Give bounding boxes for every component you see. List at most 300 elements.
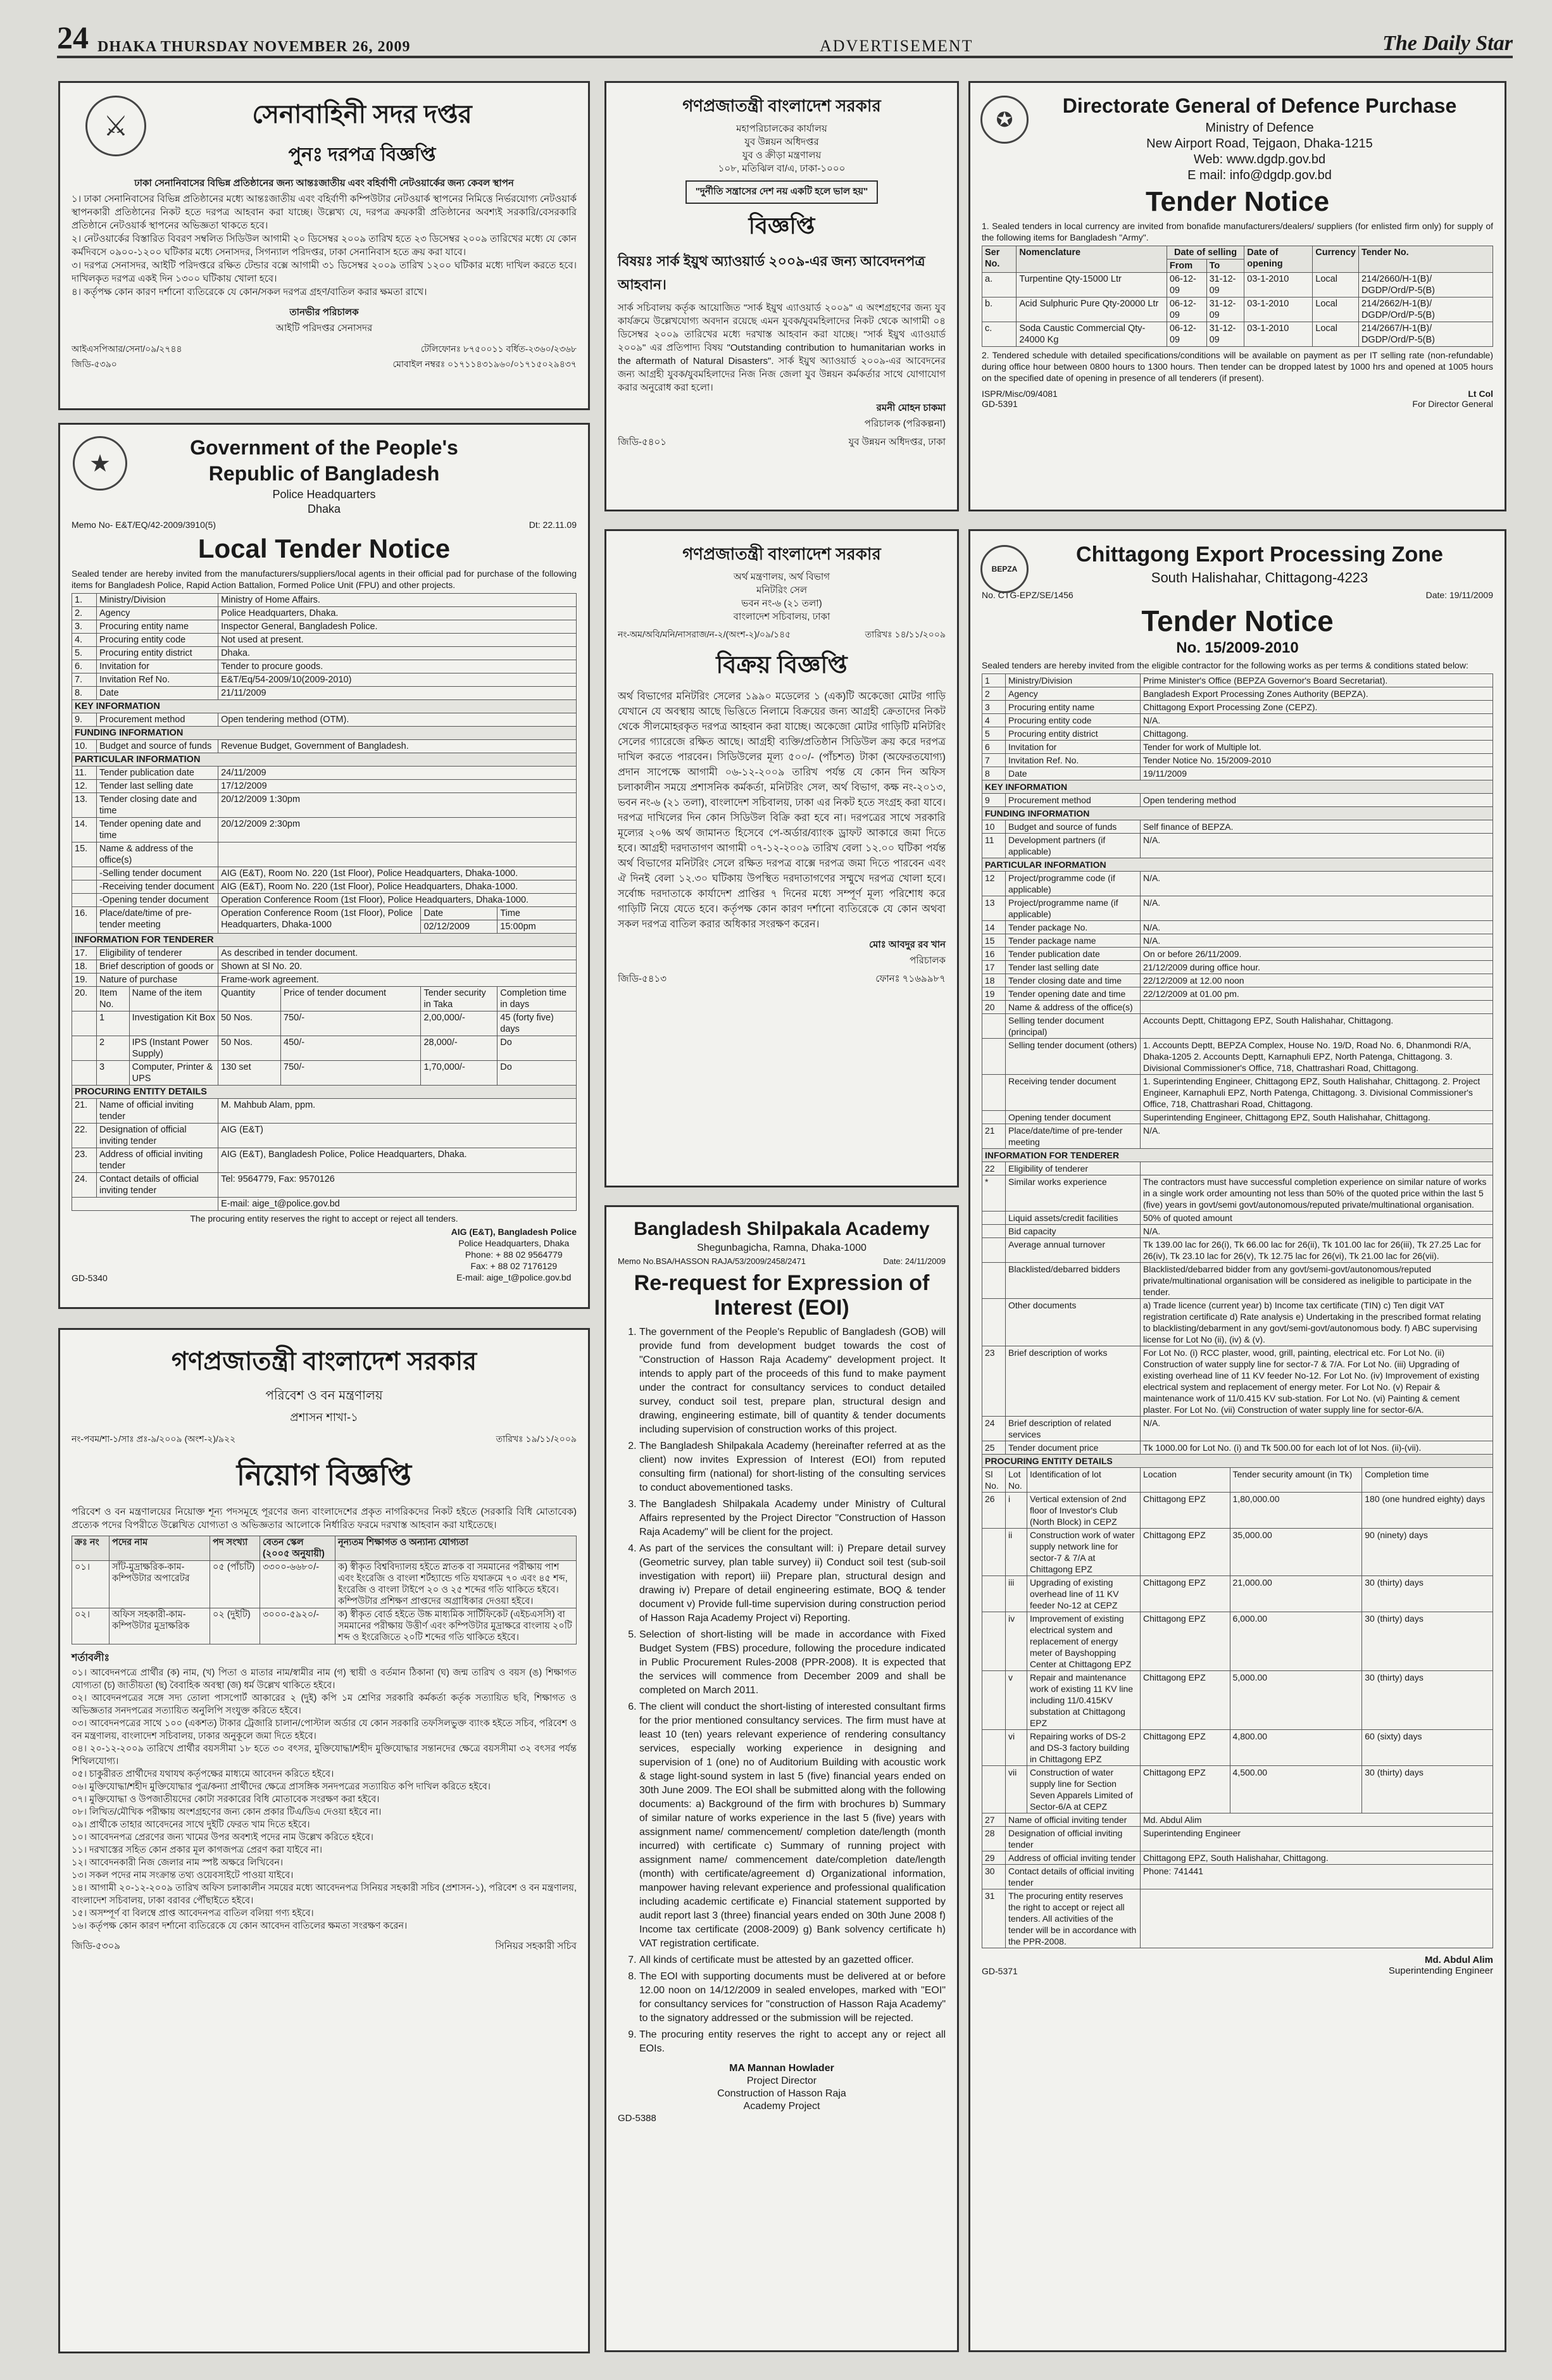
army-memo: আইএসপিআর/সেনা/০৯/২৭৪৪ (72, 344, 182, 354)
forest-term: ০১। আবেদনপত্রে প্রার্থীর (ক) নাম, (খ) পিতা ও মাতার নাম/স্বামীর নাম (গ) স্থায়ী ও বর্তমান ঠিকানা (ঘ) জন্ম তারিখ ও বয়স (ঙ) শিক্ষাগত যোগ্যতা (চ) জাতীয়তা (ছ) বৈবাহিক অবস্থা (জ) ধর্ম উল্লেখ থাকিতে হইবে। (72, 1668, 577, 1691)
police-cell: 14. (72, 818, 97, 842)
police-item-row-cell: 1,70,000/- (421, 1061, 498, 1086)
police-cell: Invitation Ref No. (97, 673, 218, 687)
police-items-head (72, 987, 577, 1012)
bepza-cell: Development partners (if applicable) (1006, 834, 1141, 858)
army-line: ১। ঢাকা সেনানিবাসের বিভিন্ন প্রতিষ্ঠানের মধ্যে আন্তঃজাতীয় এবং বহির্বাণী কম্পিউটার নেটওয়ার্ক স্থাপনের নিমিত্তে নির্ভরযোগ্য নেটওয়ার্ক স্থাপনকারী প্রতিষ্ঠানের নিকট হতে দরপত্র আহবান করা যাচ্ছে। উল্লেখ্য যে, দরপত্র ক্রয়কারী প্রতিষ্ঠানের অবশ্যই সরকারি/বেসরকারি প্রতিষ্ঠানে নেটওয়ার্ক স্থাপনের অভিজ্ঞতা থাকতে হবে। (72, 194, 577, 231)
police-item-row-cell: 28,000/- (421, 1036, 498, 1061)
bepza-lot-row (982, 1671, 1493, 1730)
bepza-cell: 6 (982, 741, 1006, 754)
bepza-lot-row-cell (982, 1766, 1006, 1813)
shilpakala-eoi-list (618, 1325, 946, 2056)
bepza-cell (1140, 1162, 1493, 1175)
forest-post-row-cell: ০১। (72, 1561, 110, 1608)
police-memo: Memo No- E&T/EQ/42-2009/3910(5) (72, 520, 216, 530)
bepza-cell: Agency (1006, 687, 1141, 701)
police-cell: Ministry/Division (97, 594, 218, 607)
bepza-cell: 19/11/2009 (1140, 767, 1493, 780)
police-cell: AIG (E&T) (218, 1124, 577, 1148)
finance-gov: গণপ্রজাতন্ত্রী বাংলাদেশ সরকার (682, 544, 881, 563)
bepza-cell: N/A. (1140, 1124, 1493, 1149)
bepza-cell: 3 (982, 701, 1006, 714)
bepza-cell: Brief description of works (1006, 1346, 1141, 1417)
shilpakala-signer-proj: Construction of Hasson Raja (717, 2088, 846, 2099)
police-section (72, 1086, 577, 1099)
shilpakala-gd: GD-5388 (618, 2113, 656, 2124)
finance-phone: ফোনঃ ৭১৬৯৯৮৭ (875, 974, 946, 984)
police-cell: E-mail: aige_t@police.gov.bd (218, 1198, 577, 1211)
bepza-cell: Self finance of BEPZA. (1140, 820, 1493, 834)
police-cell: Tender opening date and time (97, 818, 218, 842)
bepza-cell: Tk 1000.00 for Lot No. (i) and Tk 500.00 for each lot of lot Nos. (ii)-(vii). (1140, 1441, 1493, 1455)
bepza-lot-row-cell: Chittagong EPZ (1140, 1612, 1230, 1671)
bepza-cell: * (982, 1175, 1006, 1212)
bepza-cell: Address of official inviting tender (1006, 1851, 1141, 1865)
bepza-cell: For Lot No. (i) RCC plaster, wood, grill, painting, electrical etc. For Lot No. (ii) Construction of water supply line for sector-7 & 7/A. For Lot No. (iii) Upgrading of existing overhead line of 11 KV feeder No-12. For Lot No. (iv) Improvement of existing electrical system and replacement of energy meter. For Lot No. (v) Repair & maintenance work of 11/0.415 KV sub-station. For Lot No. (vi) Painting & cement plaster. For Lot No. (vii) Construction of water supply line for sector-6/A. (1140, 1346, 1493, 1417)
police-cell: Tender publication date (97, 767, 218, 780)
finance-gd: জিডি-৫৪১৩ (618, 974, 666, 984)
dgdp-item-row-cell: Soda Caustic Commercial Qty-24000 Kg (1017, 322, 1167, 347)
police-item-row-cell: 2,00,000/- (421, 1012, 498, 1036)
police-cell: 23. (72, 1148, 97, 1173)
bepza-cell: 23 (982, 1346, 1006, 1417)
bepza-cell: Brief description of related services (1006, 1417, 1141, 1441)
army-line: ২। নেটওয়ার্কের বিস্তারিত বিবরণ সম্বলিত সিডিউল আগামী ২০ ডিসেম্বর ২০০৯ তারিখ হতে ২৩ ডিসেম্বর ২০০৯ তারিখের মধ্যে যে কোন কর্মদিবসে ০৯০০-১২০০ ঘটিকার মধ্যে সেনাসদর, সিগন্যাল পরিদপ্তর, ঢাকা সেনানিবাস হতে ক্রয় করা যাবে। (72, 234, 577, 258)
police-row (72, 842, 577, 867)
forest-term: ০৬। মুক্তিযোদ্ধা/শহীদ মুক্তিযোদ্ধার পুত্র/কন্যা প্রার্থীদের ক্ষেত্রে প্রাসঙ্গিক সনদপত্রের সত্যায়িত কপি দাখিল করিতে হইবে। (72, 1782, 491, 1792)
shilpakala-addr: Shegunbagicha, Ramna, Dhaka-1000 (697, 1243, 867, 1253)
police-cell: Procuring entity district (97, 647, 218, 660)
army-phone: টেলিফোনঃ ৮৭৫০০১১ বর্ধিত-২৩৬০/২৩৬৮ (420, 344, 577, 354)
dgdp-name: Directorate General of Defence Purchase (1062, 94, 1457, 117)
police-republic: Republic of Bangladesh (208, 462, 440, 485)
police-row (72, 687, 577, 700)
dgdp-item-row-cell: Acid Sulphuric Pure Qty-20000 Ltr (1017, 298, 1167, 322)
police-cell: Date (421, 907, 498, 920)
police-item-row (72, 1061, 577, 1086)
dgdp-head-to: To (1206, 260, 1244, 273)
bepza-sig2: Superintending Engineer (1388, 1965, 1493, 1976)
police-row (72, 947, 577, 960)
police-cell: Tel: 9564779, Fax: 9570126 (218, 1173, 577, 1198)
bepza-lot-row-cell: Repairing works of DS-2 and DS-3 factory building in Chittagong EPZ (1027, 1730, 1140, 1766)
dgdp-head-nom: Nomenclature (1017, 246, 1167, 273)
bepza-row (982, 1238, 1493, 1263)
bepza-lot-row-cell: vii (1006, 1766, 1027, 1813)
police-cell: Shown at Sl No. 20. (218, 960, 577, 974)
police-cell: Place/date/time of pre-tender meeting (97, 907, 218, 934)
bepza-row (982, 1346, 1493, 1417)
youth-slogan: "দুর্নীতি সন্ত্রাসের দেশ নয় একটি হলে ভাল হয়" (685, 180, 878, 204)
bepza-cell: Tender closing date and time (1006, 974, 1141, 987)
bepza-section (982, 1149, 1493, 1162)
dgdp-addr: New Airport Road, Tejgaon, Dhaka-1215 (1146, 137, 1373, 151)
bepza-lot-row (982, 1529, 1493, 1576)
police-item-row-cell: 50 Nos. (218, 1012, 281, 1036)
police-item-row-cell: 3 (97, 1061, 130, 1086)
police-section (72, 753, 577, 767)
police-row (72, 960, 577, 974)
police-cell: Name of official inviting tender (97, 1099, 218, 1124)
police-row (72, 1198, 577, 1211)
bepza-lot-row-cell: Improvement of existing electrical system and replacement of energy meter of Bayshopping Center at Chittagong EPZ (1027, 1612, 1140, 1671)
bepza-lot-row-cell: ii (1006, 1529, 1027, 1576)
forest-head-cell: পদ সংখ্যা (210, 1536, 260, 1561)
eoi-item: 9. The procuring entity reserves the right to accept any or reject all EOIs. (639, 2028, 946, 2056)
bepza-section-cell: INFORMATION FOR TENDERER (982, 1149, 1493, 1162)
police-section-cell: PROCURING ENTITY DETAILS (72, 1086, 577, 1099)
bepza-cell: 20 (982, 1001, 1006, 1014)
police-cell: Tender closing date and time (97, 793, 218, 818)
police-cell: Dhaka. (218, 647, 577, 660)
forest-post-row-cell: ৩০০০-৫৯২০/- (260, 1608, 335, 1644)
bepza-cell: The contractors must have successful completion experience on similar nature of works in a single work order amounting not less than 50% of the quoted price within the last 5 (five) years in govt/semi govt/autonomous/reputed private/multinational organisation. (1140, 1175, 1493, 1212)
police-cell: Frame-work agreement. (218, 974, 577, 987)
forest-gd: জিডি-৫৩০৯ (72, 1941, 121, 1951)
forest-term: ০৮। লিখিত/মৌখিক পরীক্ষায় অংশগ্রহণের জন্য কোন প্রকার টিএ/ডিএ দেওয়া হইবে না। (72, 1807, 382, 1817)
bepza-no: No. CTG-EPZ/SE/1456 (982, 590, 1073, 600)
police-item-row-cell: 2 (97, 1036, 130, 1061)
bepza-addr: South Halishahar, Chittagong-4223 (1151, 570, 1368, 586)
dgdp-item-row-cell: 06-12-09 (1167, 298, 1206, 322)
dgdp-item-row-cell: 03-1-2010 (1244, 298, 1313, 322)
police-date: Dt: 22.11.09 (529, 520, 577, 530)
bepza-date: Date: 19/11/2009 (1425, 590, 1493, 600)
police-cell: 9. (72, 713, 97, 727)
bepza-section (982, 858, 1493, 872)
finance-sale-ad (604, 529, 959, 1187)
masthead (57, 19, 1513, 58)
police-cell: 24. (72, 1173, 97, 1198)
bepza-lot-row-cell: 30 (thirty) days (1362, 1576, 1493, 1612)
police-emblem-icon: ★ (73, 436, 127, 491)
police-cell: 11. (72, 767, 97, 780)
bepza-cell: 25 (982, 1441, 1006, 1455)
army-title: পুনঃ দরপত্র বিজ্ঞপ্তি (288, 144, 436, 165)
police-row (72, 673, 577, 687)
youth-award-ad (604, 81, 959, 511)
dgdp-item-row-cell: 31-12-09 (1206, 273, 1244, 298)
bepza-cell: 22 (982, 1162, 1006, 1175)
dgdp-head-open: Date of opening (1244, 246, 1313, 273)
bepza-cell: Chittagong Export Processing Zone (CEPZ). (1140, 701, 1493, 714)
police-items-head-cell: Quantity (218, 987, 281, 1012)
bepza-lot-row-cell: 5,000.00 (1230, 1671, 1362, 1730)
bepza-row (982, 820, 1493, 834)
army-retender-ad (58, 81, 590, 410)
bepza-cell: Opening tender document (1006, 1111, 1141, 1124)
shilpakala-signer: MA Mannan Howlader (729, 2063, 834, 2074)
youth-addr: ১০৮, মতিঝিল বা/এ, ঢাকা-১০০০ (718, 163, 846, 174)
police-item-row-cell: Investigation Kit Box (129, 1012, 218, 1036)
police-cell: Inspector General, Bangladesh Police. (218, 620, 577, 634)
police-cell: 21/11/2009 (218, 687, 577, 700)
bepza-lot-row-cell: Chittagong EPZ (1140, 1766, 1230, 1813)
forest-term: ১৬। কর্তৃপক্ষ কোন কারণ দর্শানো ব্যতিরেকে যে কোন আবেদন বাতিলের ক্ষমতা সংরক্ষণ করেন। (72, 1921, 408, 1931)
bepza-row (982, 1014, 1493, 1039)
forest-term: ১৪। আগামী ২০-১২-২০০৯ তারিখ অফিস চলাকালীন সময়ের মধ্যে আবেদনপত্র সিনিয়র সহকারী সচিব (প্রশাসন-১), পরিবেশ ও বন মন্ত্রণালয়, বাংলাদেশ সচিবালয়, ঢাকা বরাবর পৌঁছাইতে হইবে। (72, 1883, 577, 1906)
bepza-cell: 22/12/2009 at 12.00 noon (1140, 974, 1493, 987)
police-sig5: E-mail: aige_t@police.gov.bd (456, 1272, 572, 1282)
police-row (72, 1099, 577, 1124)
bepza-cell: N/A. (1140, 714, 1493, 727)
police-cell: 21. (72, 1099, 97, 1124)
bepza-cell: 1 (982, 674, 1006, 687)
bepza-lot-row (982, 1576, 1493, 1612)
bepza-lot-row-cell (982, 1671, 1006, 1730)
forest-head-cell: বেতন স্কেল (২০০৫ অনুযায়ী) (260, 1536, 335, 1561)
bepza-lot-row-cell (982, 1730, 1006, 1766)
finance-title: বিক্রয় বিজ্ঞপ্তি (716, 652, 848, 679)
bepza-row (982, 1001, 1493, 1014)
bepza-lot-row-cell (982, 1612, 1006, 1671)
bepza-lot-row-cell: 4,500.00 (1230, 1766, 1362, 1813)
police-row (72, 767, 577, 780)
forest-post-row-cell: ০২। (72, 1608, 110, 1644)
bepza-cell: Open tendering method (1140, 794, 1493, 807)
dgdp-title: Tender Notice (1145, 186, 1330, 217)
dgdp-head-tno: Tender No. (1358, 246, 1493, 273)
bepza-row (982, 1175, 1493, 1212)
forest-post-row-cell: সাঁট-মুদ্রাক্ষরিক-কাম-কম্পিউটার অপারেটর (110, 1561, 210, 1608)
police-cell: 22. (72, 1124, 97, 1148)
youth-signer: রমনী মোহন চাকমা (876, 403, 946, 413)
police-item-row-cell: 750/- (281, 1061, 421, 1086)
bepza-cell (982, 1238, 1006, 1263)
police-tender-ad (58, 423, 590, 1309)
bepza-lot-row-cell: Chittagong EPZ (1140, 1576, 1230, 1612)
army-mobile: মোবাইল নম্বরঃ ০১৭১১৪৩১৯৬০/০১৭১৫০২৯৪৩৭ (392, 359, 577, 369)
forest-term: ১১। দরখাস্তের সহিত কোন প্রকার মূল কাগজপত্র প্রেরণ করা যাইবে না। (72, 1845, 323, 1855)
police-cell: Name & address of the office(s) (97, 842, 218, 867)
bepza-row (982, 1162, 1493, 1175)
bepza-cell: Budget and source of funds (1006, 820, 1141, 834)
police-cell: 10. (72, 740, 97, 753)
bepza-row (982, 1039, 1493, 1075)
bepza-row (982, 1417, 1493, 1441)
dgdp-item-row-cell: 214/2662/H-1(B)/ DGDP/Ord/P-5(B) (1358, 298, 1493, 322)
youth-dept1: মহাপরিচালকের কার্যালয় (736, 123, 827, 134)
bepza-row (982, 767, 1493, 780)
police-cell: 18. (72, 960, 97, 974)
bepza-cell: 4 (982, 714, 1006, 727)
bepza-cell: Procuring entity code (1006, 714, 1141, 727)
police-section (72, 934, 577, 947)
bepza-cell: Tender for work of Multiple lot. (1140, 741, 1493, 754)
police-item-row-cell (72, 1036, 97, 1061)
bepza-cell (1140, 1889, 1493, 1948)
eoi-item: 8. The EOI with supporting documents must be delivered at or before 12.00 noon on 14/12/2009 in sealed envelopes, marked with "EOI" for consultancy services for "construction of Hasson Raja Academy" to the signatory addressed or the submission will be rejected. (639, 1970, 946, 2026)
bepza-row (982, 872, 1493, 896)
bepza-cell: 2 (982, 687, 1006, 701)
police-row (72, 974, 577, 987)
bepza-lot-head (982, 1468, 1493, 1493)
bepza-lot-head-cell: Location (1140, 1468, 1230, 1493)
bepza-cell: Superintending Engineer, Chittagong EPZ, South Halishahar, Chittagong. (1140, 1111, 1493, 1124)
bepza-cell: 27 (982, 1813, 1006, 1827)
army-emblem-icon: ⚔ (85, 96, 146, 156)
bepza-cell: N/A. (1140, 872, 1493, 896)
youth-title: বিজ্ঞপ্তি (748, 213, 815, 239)
forest-term: ০২। আবেদনপত্রের সঙ্গে সদ্য তোলা পাসপোর্ট আকারের ২ (দুই) কপি ১ম শ্রেণির সরকারি কর্মকর্তা কর্তৃক সত্যায়িত ছবি, শিক্ষাগত ও অভিজ্ঞতার সনদপত্রের সত্যায়িত অনুলিপি সংযুক্ত করিতে হইবে। (72, 1693, 577, 1716)
bepza-cell: 24 (982, 1417, 1006, 1441)
bepza-lot-row (982, 1612, 1493, 1671)
bepza-tno: No. 15/2009-2010 (1176, 639, 1299, 656)
bepza-cell: Average annual turnover (1006, 1238, 1141, 1263)
bepza-row (982, 1212, 1493, 1225)
dgdp-head-sell: Date of selling (1167, 246, 1244, 260)
dgdp-item-row-cell: Local (1313, 298, 1359, 322)
police-cell: Police Headquarters, Dhaka. (218, 607, 577, 620)
shilpakala-signer-title: Project Director (746, 2076, 817, 2086)
dgdp-web: Web: www.dgdp.gov.bd (1193, 153, 1326, 166)
bepza-section-cell: FUNDING INFORMATION (982, 807, 1493, 820)
police-cell: Procuring entity code (97, 634, 218, 647)
bepza-cell: 30 (982, 1865, 1006, 1889)
police-cell: 2. (72, 607, 97, 620)
bepza-lot-row-cell: i (1006, 1493, 1027, 1529)
bepza-cell: Tender package No. (1006, 921, 1141, 934)
police-gov: Government of the People's (190, 436, 458, 459)
bepza-cell: Other documents (1006, 1299, 1141, 1346)
police-cell: Address of official inviting tender (97, 1148, 218, 1173)
bepza-row (982, 934, 1493, 948)
eoi-item: 3. The Bangladesh Shilpakala Academy under Ministry of Cultural Affairs represented by the Project Director "Construction of Hasson Raja Academy" will be client for the project. (639, 1498, 946, 1539)
bepza-lot-row-cell: 30 (thirty) days (1362, 1671, 1493, 1730)
bepza-cell: 22/12/2009 at 01.00 pm. (1140, 987, 1493, 1001)
forest-post-row-cell: ক) স্বীকৃত বোর্ড হইতে উচ্চ মাধ্যমিক সার্টিফিকেট (এইচএসসি) বা সমমানের পরীক্ষায় উত্তীর্ণ এবং কম্পিউটার মুদ্রাক্ষরে বাংলায় ২০টি শব্দ ও ইংরেজিতে ২০টি শব্দের গতি থাকিতে হইবে। (335, 1608, 577, 1644)
finance-date: তারিখঃ ১৪/১১/২০০৯ (865, 629, 946, 639)
police-item-row-cell: 50 Nos. (218, 1036, 281, 1061)
police-row (72, 894, 577, 907)
bepza-cell: Tender opening date and time (1006, 987, 1141, 1001)
bepza-cell (982, 1212, 1006, 1225)
police-item-row-cell: Computer, Printer & UPS (129, 1061, 218, 1086)
bepza-cell: Date (1006, 767, 1141, 780)
bepza-cell: 8 (982, 767, 1006, 780)
police-cell: 16. (72, 907, 97, 934)
bepza-row (982, 987, 1493, 1001)
army-line: ৪। কর্তৃপক্ষ কোন কারণ দর্শানো ব্যতিরেকে যে কোন/সকল দরপত্র গ্রহণ/বাতিল করার ক্ষমতা রাখে। (72, 287, 427, 298)
police-row (72, 867, 577, 880)
forest-term: ০৯। প্রার্থীকে তাহার আবেদনের সাথে দুইটি ফেরত খাম দিতে হইবে। (72, 1820, 310, 1830)
bepza-cell: N/A. (1140, 834, 1493, 858)
police-items-head-cell: Completion time in days (498, 987, 577, 1012)
bepza-cell: 9 (982, 794, 1006, 807)
bepza-cell: 18 (982, 974, 1006, 987)
newspaper-logo: The Daily Star (1382, 32, 1513, 55)
police-item-row-cell: Do (498, 1036, 577, 1061)
police-cell: As described in tender document. (218, 947, 577, 960)
police-item-row (72, 1036, 577, 1061)
police-section-cell: FUNDING INFORMATION (72, 727, 577, 740)
bepza-lot-row-cell: Construction work of water supply network line for sector-7 & 7/A at Chittagong EPZ (1027, 1529, 1140, 1576)
eoi-item: 2. The Bangladesh Shilpakala Academy (hereinafter referred at as the client) now invites Expression of Interest (EOI) from reputed consulting firm (national) for short-listing of the consulting services to conduct abovementioned tasks. (639, 1439, 946, 1495)
bepza-cell: 11 (982, 834, 1006, 858)
bepza-lot-row-cell (982, 1529, 1006, 1576)
bepza-cell: Procurement method (1006, 794, 1141, 807)
army-org: সেনাবাহিনী সদর দপ্তর (252, 101, 472, 128)
bepza-section-cell: PARTICULAR INFORMATION (982, 858, 1493, 872)
bepza-row (982, 1827, 1493, 1851)
bepza-cell: The procuring entity reserves the right to accept or reject all tenders. All activities of the tender will be in accordance with the PPR-2008. (1006, 1889, 1141, 1948)
forest-signer: সিনিয়র সহকারী সচিব (495, 1941, 577, 1951)
police-cell: 15:00pm (498, 920, 577, 934)
army-line: ৩। দরপত্র সেনাসদর, আইটি পরিদপ্তরে রক্ষিত টেন্ডার বক্সে আগামী ৩১ ডিসেম্বর ২০০৯ তারিখ ১২০০ ঘটিকার মধ্যে দাখিল করতে হবে। দাখিলকৃত দরপত্র একই দিন ১৩০০ ঘটিকায় খোলা হবে। (72, 260, 577, 284)
bepza-gd: GD-5371 (982, 1966, 1018, 1976)
bepza-cell: Eligibility of tenderer (1006, 1162, 1141, 1175)
police-cell: -Selling tender document (97, 867, 218, 880)
bepza-lot-row (982, 1493, 1493, 1529)
bepza-cell: N/A. (1140, 921, 1493, 934)
police-row (72, 740, 577, 753)
dgdp-note: 2. Tendered schedule with detailed specifications/conditions will be available on payment as per IT selling rate (non-refundable) during office hour between 0800 hours to 1300 hours. Then tender can be dropped latest by 1000 hrs and opened at 1005 hours on the specified date of opening in presence of all tenderers (if present). (982, 350, 1493, 383)
police-cell: M. Mahbub Alam, ppm. (218, 1099, 577, 1124)
bepza-cell: a) Trade licence (current year) b) Income tax certificate (TIN) c) Ten digit VAT registration certificate d) Rate analysis e) Undertaking in the prescribed format relating to blacklisting/debarment in any govt/semi-govt/autonomous body. f) ABC supervising license for Lot No (ii), (iv) & (v). (1140, 1299, 1493, 1346)
police-cell: Eligibility of tenderer (97, 947, 218, 960)
forest-intro: পরিবেশ ও বন মন্ত্রণালয়ের নিয়োক্ত শূন্য পদসমূহে পূরণের জন্য বাংলাদেশের প্রকৃত নাগরিকদের নিকট হইতে (সরকারি বিধি মোতাবেক) প্রত্যেক পদের বিপরীতে উল্লেখিত যোগ্যতা ও অভিজ্ঞতার আলোকে নির্ধারিত ফরমে দরখাস্ত আহবান করা যাইতেছে। (72, 1506, 577, 1531)
forest-post-row-cell: ০৫ (পাঁচটি) (210, 1561, 260, 1608)
police-cell (72, 867, 97, 880)
police-cell: 4. (72, 634, 97, 647)
forest-post-row (72, 1561, 577, 1608)
police-cell: Operation Conference Room (1st Floor), Police Headquarters, Dhaka-1000. (218, 894, 577, 907)
bepza-cell: Receiving tender document (1006, 1075, 1141, 1111)
shilpakala-memo: Memo No.BSA/HASSON RAJA/53/2009/2458/2471 (618, 1256, 806, 1266)
police-row (72, 620, 577, 634)
army-signer-org: আইটি পরিদপ্তর সেনাসদর (275, 323, 373, 334)
bepza-cell: Procuring entity district (1006, 727, 1141, 741)
forest-memo: নং-পবম/শা-১/সাঃ প্রঃ-৯/২০০৯ (অংশ-২)/৯২২ (72, 1434, 236, 1444)
bepza-lot-head-cell: Lot No. (1006, 1468, 1027, 1493)
police-item-row-cell: 1 (97, 1012, 130, 1036)
finance-sec: বাংলাদেশ সচিবালয়, ঢাকা (733, 611, 830, 622)
police-cell: Revenue Budget, Government of Bangladesh. (218, 740, 577, 753)
finance-cell: মনিটরিং সেল (756, 585, 808, 596)
dgdp-head-from: From (1167, 260, 1206, 273)
bepza-cell (982, 1111, 1006, 1124)
bepza-row (982, 1441, 1493, 1455)
bepza-row (982, 1225, 1493, 1238)
bepza-lot-row-cell: v (1006, 1671, 1027, 1730)
finance-body: অর্থ বিভাগের মনিটরিং সেলের ১৯৯০ মডেলের ১ (এক)টি অকেজো মোটর গাড়ি যেখানে যে অবস্থায় আছে ভিত্তিতে নিলামে বিক্রয়ের জন্য আগ্রহী ক্রেতাদের নিকট থেকে সীলমোহরকৃত দরপত্র আহবান করা যাচ্ছে। অকেজো মোটর গাড়িটি মনিটরিং সেলের গ্যারেজে রক্ষিত আছে। আগ্রহী ব্যক্তি/প্রতিষ্ঠান সিডিউল ক্রয় করে দরপত্র দাখিল করতে পারবেন। সিডিউলের মূল্য ৫০০/- (পাঁচশত) টাকা (অফেরতযোগ্য) প্রদান সাপেক্ষে আগামী ০৬-১২-২০০৯ তারিখ পর্যন্ত যে কোন দিন অফিস চলাকালীন সময়ে প্রশাসনিক কর্মকর্তা, মনিটরিং সেল, অর্থ বিভাগ, কক্ষ নং-২০১৩, ভবন নং-৬ (২১ তলা), বাংলাদেশ সচিবালয়, ঢাকা এর নিকট হতে সংগ্রহ করা যাবে। দরপত্র দাখিলের দিন কোন সিডিউল বিক্রি করা হবে না। দরপত্রের সাথে সরকারি মূল্যের ২০% অর্থ জামানত হিসেবে পে-অর্ডার/ব্যাংক ড্রাফট আকারে জমা দিতে হবে। আগ্রহী দরদাতাগণ আগামী ০৭-১২-২০০৯ তারিখ বেলা ১২.০০ ঘটিকা পর্যন্ত অর্থ বিভাগের মনিটরিং সেলে রক্ষিত দরপত্র বাক্সে দরপত্র জমা দিতে পারবেন এবং ঐ দিনই বেলা ১২.৩০ ঘটিকায় উপস্থিত দরদাতাগণের সম্মুখে দরপত্র খোলা হবে। সর্বোচ্চ দরদাতাকে কার্যাদেশ প্রাপ্তির ৭ দিনের মধ্যে সম্পূর্ণ মূল্য পরিশোধ করে গাড়িটি নিয়ে যেতে হবে। কর্তৃপক্ষ কোন কারণ দর্শানো ব্যতিরেকে যে কোন অথবা সকল দরপত্র বাতিল করার অধিকার সংরক্ষণ করেন। (618, 691, 946, 930)
police-cell: 15. (72, 842, 97, 867)
dgdp-item-row (982, 322, 1493, 347)
police-city: Dhaka (307, 503, 341, 515)
police-cell: Not used at present. (218, 634, 577, 647)
police-row (72, 780, 577, 793)
police-cell: 17/12/2009 (218, 780, 577, 793)
bepza-cell (982, 1014, 1006, 1039)
shilpakala-name: Bangladesh Shilpakala Academy (634, 1218, 930, 1239)
police-item-row-cell (72, 1061, 97, 1086)
bepza-cell: 13 (982, 896, 1006, 921)
bepza-cell: 1. Accounts Deptt, BEPZA Complex, House No. 19/D, Road No. 6, Dhanmondi R/A, Dhaka-1205 2. Accounts Deptt, Karnaphuli EPZ, North Patenga, Chittagong. 3. Divisional Commissioner's Office, 718, Chattrashari Road, Chittagong. (1140, 1039, 1493, 1075)
bepza-cell (982, 1263, 1006, 1299)
youth-gov: গণপ্রজাতন্ত্রী বাংলাদেশ সরকার (682, 96, 881, 115)
police-section-cell: INFORMATION FOR TENDERER (72, 934, 577, 947)
bepza-cell: Phone: 741441 (1140, 1865, 1493, 1889)
bepza-lot-head-cell: Completion time (1362, 1468, 1493, 1493)
forest-gov: গণপ্রজাতন্ত্রী বাংলাদেশ সরকার (171, 1348, 477, 1375)
bepza-lot-row-cell: 21,000.00 (1230, 1576, 1362, 1612)
bepza-lot-row (982, 1730, 1493, 1766)
police-section (72, 727, 577, 740)
police-cell: Agency (97, 607, 218, 620)
police-cell: 13. (72, 793, 97, 818)
dgdp-head-ser: Ser No. (982, 246, 1017, 273)
bepza-cell: Project/programme name (if applicable) (1006, 896, 1141, 921)
